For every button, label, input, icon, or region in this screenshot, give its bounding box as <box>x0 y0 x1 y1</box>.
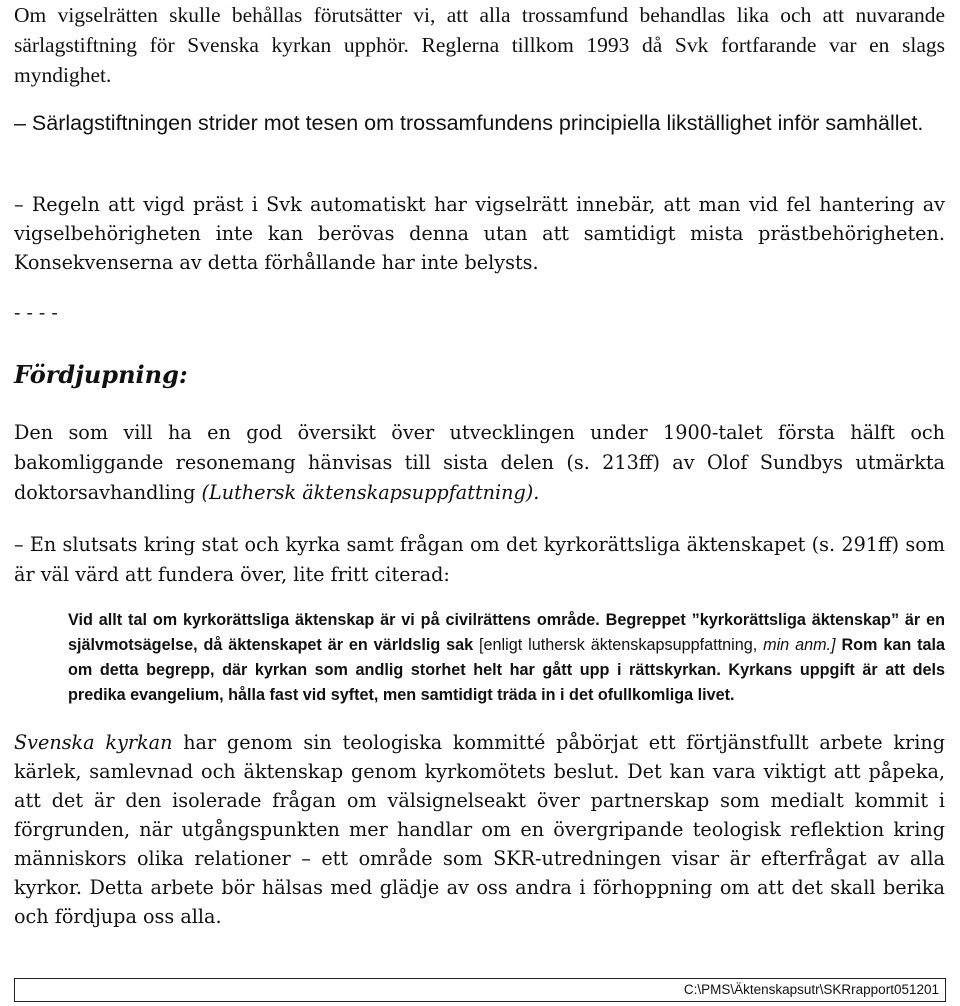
paragraph-fordjupning <box>14 418 945 508</box>
paragraph-svenska-kyrkan <box>14 728 945 931</box>
footer <box>14 978 946 1002</box>
svenska-kyrkan-text: har genom sin teologiska kommitté påbörjat ett förtjänstfullt arbete kring kärlek, samlevnad och äktenskap genom kyrkomötets beslut. Det kan vara viktigt att påpeka, att det är den isolerade frågan om välsignelseakt över partnerskap som medialt kommit i förgrunden, när utgångspunkten mer handlar om en övergripande teologisk reflektion kring människors olika relationer – ett område som SKR-utredningen visar är efterfrågat av alla kyrkor. Detta arbete bör hälsas med glädje av oss andra i förhoppning om att det skall berika och fördjupa oss alla. <box>14 731 945 928</box>
fordjupning-text: Den som vill ha en god översikt över utvecklingen under 1900-talet första hälft och bakomliggande resonemang hänvisas till sista delen (s. 213ff) av Olof Sundbys utmärkta doktorsavhandling <box>14 421 945 504</box>
svenska-kyrkan-name: Svenska kyrkan <box>14 731 173 754</box>
quote-author-note: min anm.] <box>763 636 836 654</box>
quote-part-d: Rom kan tala om detta begrepp, där kyrkan som andlig storhet helt har gått upp i rättskyrkan. Kyrkans uppgift är att dels predika evangelium, hålla fast vid syftet, men samtidigt träda in i det ofullkomliga livet. <box>68 636 945 704</box>
section-divider: - - - - <box>14 302 58 324</box>
quote-bracket-note: [enligt luthersk äktenskapsuppfattning, <box>479 636 764 654</box>
paragraph-sarlagstiftning: – Särlagstiftningen strider mot tesen om trossamfundens principiella likställighet inför samhället. <box>14 111 924 135</box>
paragraph-slutsats: – En slutsats kring stat och kyrka samt frågan om det kyrkorättsliga äktenskapet (s. 291ff) som är väl värd att fundera över, lite fritt citerad: <box>14 533 945 586</box>
block-quote <box>68 608 945 708</box>
quote-part-a: Vid allt tal om kyrkorättsliga äktenskap är vi på civilrättens område. Begreppet ”kyrkorättsliga äktenskap” är en självmotsägelse, då äktenskapet är en världslig sak <box>68 611 945 654</box>
footer-file-path: C:\PMS\Äktenskapsutr\SKRrapport051201 <box>683 982 939 997</box>
section-heading: Fördjupning: <box>14 360 188 389</box>
paragraph-vigselratt: Om vigselrätten skulle behållas förutsätter vi, att alla trossamfund behandlas lika och att nuvarande särlagstiftning för Svenska kyrkan upphör. Reglerna tillkom 1993 då Svk fortfarande var en slags myndighet. <box>14 3 945 87</box>
paragraph-regeln: – Regeln att vigd präst i Svk automatiskt har vigselrätt innebär, att man vid fel hantering av vigselbehörigheten inte kan berövas denna utan att samtidigt mista prästbehörigheten. Konsekvenserna av detta förhållande har inte belysts. <box>14 193 945 274</box>
book-title: (Luthersk äktenskapsuppfattning). <box>201 481 540 504</box>
